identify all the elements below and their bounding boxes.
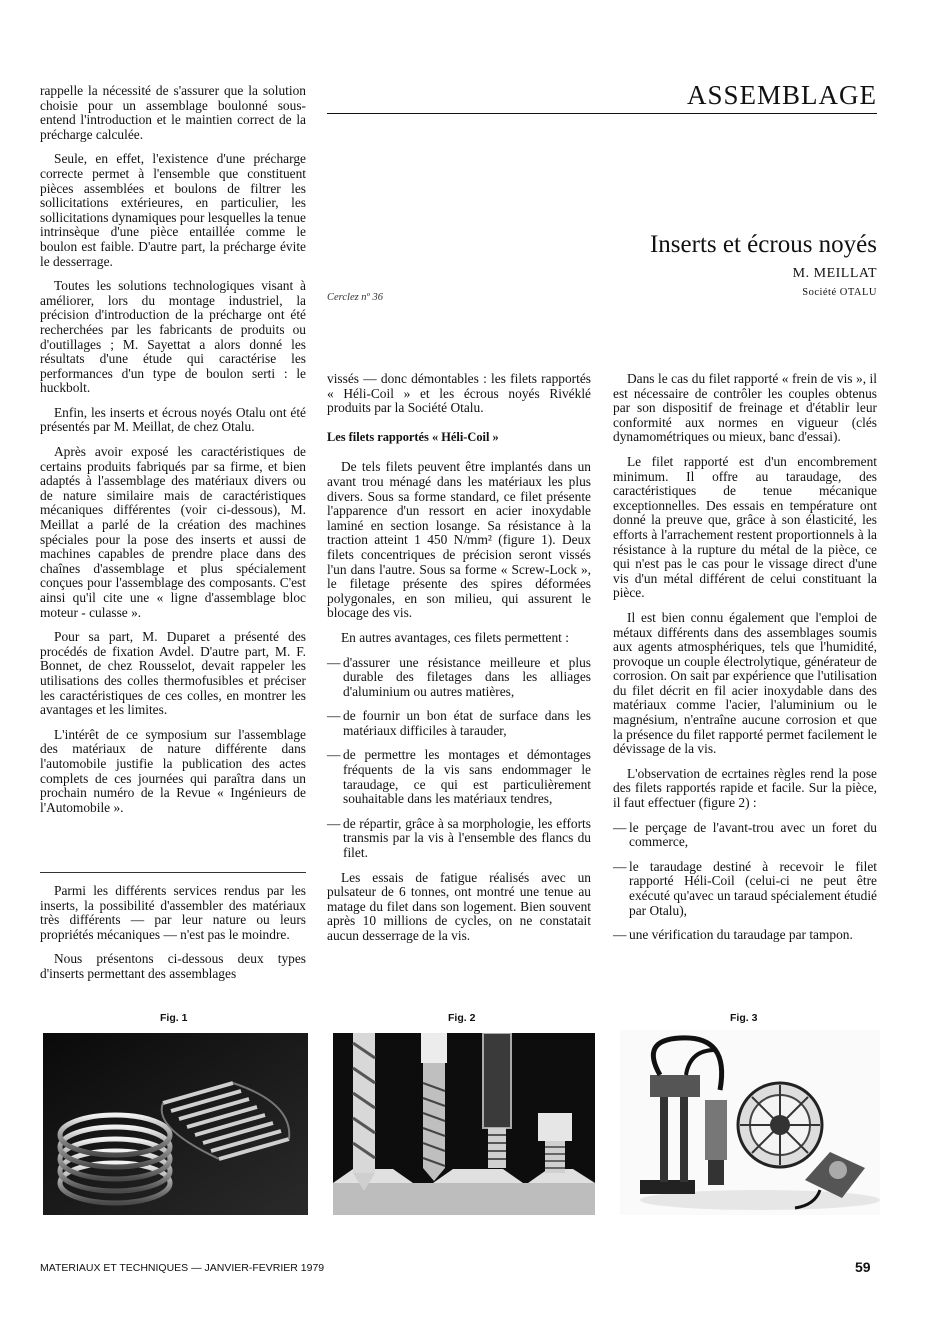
section-title: ASSEMBLAGE [686,80,877,110]
paragraph: Le filet rapporté est d'un encombrement minimum. Il offre au taraudage, des caractéristiques de tenue mécanique exceptionnelles. Des essais en température ont donné la preuve que, grâce à son élasticité, les efforts à l'arrachement restent proportionnels à la résistance à la rupture du métal de la pièce, ce qui n'est pas le cas pour le vissage direct d'une vis d'un métal différent de celui constituant la pièce. [613,453,877,601]
tap-tool [421,1033,447,1181]
reader-service-number: Cerclez nº 36 [327,292,383,303]
section-rule [327,113,877,114]
paragraph: En autres avantages, ces filets permettent : [341,629,569,645]
reel [738,1083,822,1167]
list-item: — d'assurer une résistance meilleure et plus durable des filetages dans les alliages d'aluminium ou autres matières, [327,654,591,699]
paragraph: Seule, en effet, l'existence d'une précharge correcte permet à l'ensemble que constituent pièces assemblées et boulons de filtrer les sollicitations extérieures, en particulier, les sollicitations dynamiques pour lesquelles la tenue intrinsèque d'une pièce entaillée comme le boulon est faible. D'autre part, la précharge évite le desserrage. [40,151,306,269]
paragraph: Enfin, les inserts et écrous noyés Otalu ont été présentés par M. Meillat, de chez Otalu. [40,404,306,435]
paragraph: Toutes les solutions technologiques visant à améliorer, lors du montage industriel, la précision d'introduction de la précharge ont été recherchées par les fabricants de produits ou d'outillages ; M. Sayettat a alors donné les résultats d'une étude qui caractérise les performances d'un type de boulon serti : le huckbolt. [40,278,306,396]
list-item: — le perçage de l'avant-trou avec un foret du commerce, [613,819,877,850]
column-separator-rule [40,872,306,873]
list-item: — de permettre les montages et démontages fréquents de la vis sans endommager le taraudage, ce qui est particulièrement souhaitable dans les matériaux tendres, [327,747,591,807]
column-1 [40,84,306,825]
paragraph: L'intérêt de ce symposium sur l'assemblage des matériaux de nature différente dans l'automobile justifie la publication des actes complets de ces journées qui paraîtra dans un prochain numéro de la Revue « Ingénieurs de l'Automobile ». [40,726,306,815]
author-company: Société OTALU [802,287,877,298]
paragraph: Pour sa part, M. Duparet a présenté des procédés de fixation Avdel. D'autre part, M. F. Bonnet, de chez Rousselot, devait rappeler les utilisations des colles thermofusibles et préciser les caractéristiques de ces colles, en montrer les avantages et les limites. [40,629,306,718]
paragraph: Il est bien connu également que l'emploi de métaux différents dans des assemblages soumis aux agents atmosphériques, tels que l'humidité, provoque un couple électrolytique, générateur de corrosion. On sait par expérience que l'utilisation du filet décrit en fil acier inoxydable dans des matériaux comme l'acier, l'aluminium ou le magnésium, n'entraîne aucune corrosion et que la présence du filet rapporté permet facilement le dévissage de la vis. [613,609,877,757]
author-name: M. MEILLAT [792,266,877,281]
figure-1-helicoil-photo [43,1033,308,1215]
paragraph: L'observation de ecrtaines règles rend la pose des filets rapportés rapide et facile. Sur la pièce, il faut effectuer (figure 2) : [613,765,877,811]
list-item: — le taraudage destiné à recevoir le filet rapporté Héli-Coil (celui-ci ne peut être exécuté qu'avec un taraud spécialement étudié par Otalu), [613,858,877,918]
list-item: — une vérification du taraudage par tampon. [613,927,853,943]
paragraph: Nous présentons ci-dessous deux types d'inserts permettant des assemblages [40,951,306,981]
figure-3-label: Fig. 3 [730,1012,758,1024]
figure-3-machine-photo [620,1030,880,1215]
column-1-intro [40,884,306,992]
column-3 [613,372,877,953]
paragraph: rappelle la nécessité de s'assurer que la solution choisie pour un assemblage boulonné sous-entend l'introduction et le maintien correct de la précharge calculée. [40,83,306,142]
figure-2-label: Fig. 2 [448,1012,476,1024]
list-item: — de répartir, grâce à sa morphologie, les efforts transmis par la vis à l'ensemble des flancs du filet. [327,815,591,861]
paragraph: vissés — donc démontables : les filets rapportés « Héli-Coil » et les écrous noyés Rivéklé produits par la Société Otalu. [327,371,591,416]
page-number: 59 [855,1259,871,1275]
column-2 [327,372,591,954]
paragraph: Les essais de fatigue réalisés avec un pulsateur de 6 tonnes, ont montré une tenue au matage du filet dans son logement. Bien souvent après 10 millions de cycles, on ne constatait aucun desserrage de la vis. [327,869,591,943]
article-title: Inserts et écrous noyés [649,231,877,258]
figure-1-label: Fig. 1 [160,1012,188,1024]
paragraph: Après avoir exposé les caractéristiques de certains produits fabriqués par sa firme, et bien adaptés à l'assemblage des matériaux divers ou de nature similaire mais de caractéristiques mécaniques différentes (voir ci-dessous), M. Meillat a parlé de la création des machines spéciales pour la pose des inserts et aussi de machines capables de prendre place dans des chaînes d'assemblage et plus spécialement conçues pour l'assemblage des composants. C'est ainsi qu'il cite une « ligne d'assemblage bloc moteur - culasse ». [40,444,306,620]
subheading: Les filets rapportés « Héli-Coil » [327,429,499,444]
paragraph: Dans le cas du filet rapporté « frein de vis », il est nécessaire de contrôler les couples obtenus par son dispositif de freinage et d'établir leur conformité aux normes en vigueur (clés dynamométriques ou mieux, banc d'essai). [613,371,877,445]
drill-bit [353,1033,375,1191]
figure-2-tools-photo [333,1033,595,1215]
journal-footer: MATERIAUX ET TECHNIQUES — JANVIER-FEVRIER 1979 [40,1262,325,1274]
paragraph: Parmi les différents services rendus par les inserts, la possibilité d'assembler des matériaux très différents — par leur nature ou leurs propriétés mécaniques — n'est pas le moindre. [40,883,306,942]
list-item: — de fournir un bon état de surface dans les matériaux difficiles à tarauder, [327,708,591,738]
paragraph: De tels filets peuvent être implantés dans un avant trou ménagé dans les matériaux les plus divers. Sous sa forme standard, ce filet présente l'apparence d'un ressort en acier inoxydable laminé en section losange. Sa résistance à la traction atteint 1 450 N/mm² (figure 1). Deux filets concentriques de précision seront vissés l'un dans l'autre. Sous sa forme « Screw-Lock », le filetage présente des spires déformées polygonales, en son milieu, qui assurent le blocage des vis. [327,459,591,621]
